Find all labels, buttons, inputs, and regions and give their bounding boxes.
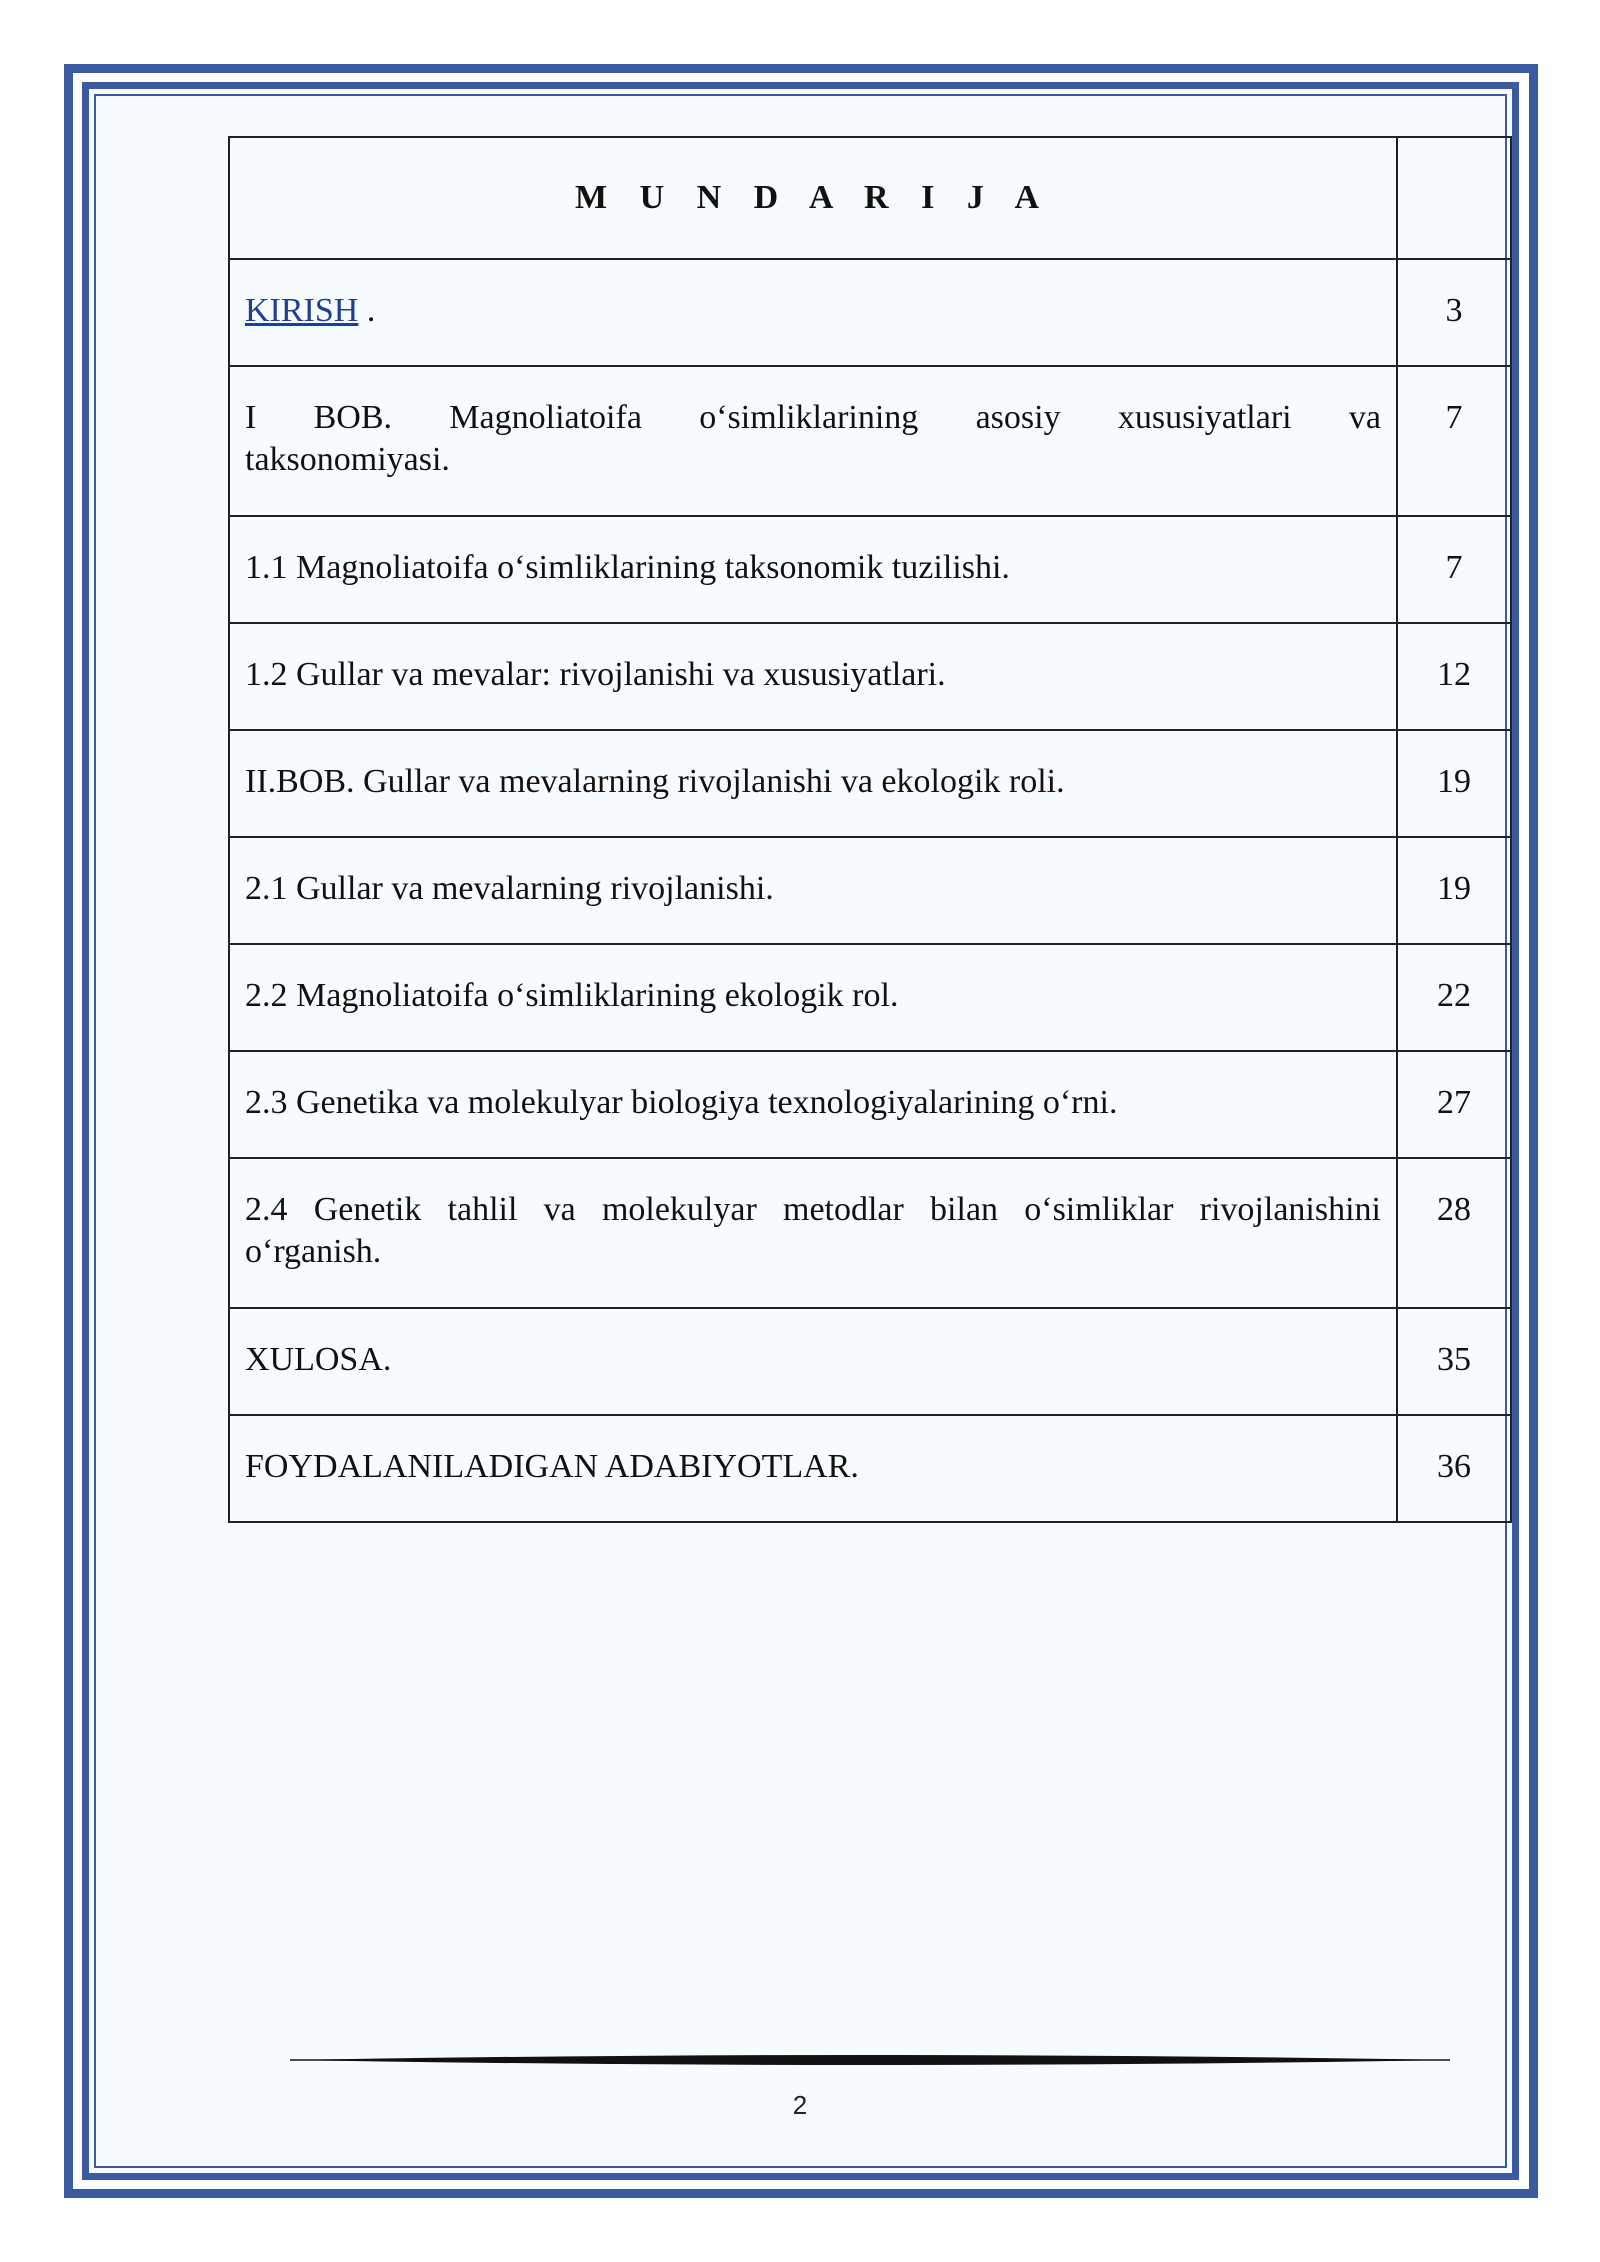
toc-entry-2-4 <box>229 1158 1397 1308</box>
kirish-suffix: . <box>358 292 376 329</box>
toc-entry-line: o‘rganish. <box>245 1233 382 1270</box>
toc-title: M U N D A R I J A <box>229 137 1397 259</box>
toc-page-number: 7 <box>1397 516 1511 623</box>
toc-entry-references: FOYDALANILADIGAN ADABIYOTLAR. <box>229 1415 1397 1522</box>
toc-page-number: 27 <box>1397 1051 1511 1158</box>
kirish-link[interactable]: KIRISH <box>245 292 359 329</box>
toc-entry-chapter-2: II.BOB. Gullar va mevalarning rivojlanishi va ekologik roli. <box>229 730 1397 837</box>
toc-entry-1-1: 1.1 Magnoliatoifa o‘simliklarining taksonomik tuzilishi. <box>229 516 1397 623</box>
toc-page-number: 28 <box>1397 1158 1511 1308</box>
table-of-contents <box>228 136 1512 1523</box>
toc-row <box>229 944 1511 1051</box>
toc-row <box>229 1308 1511 1415</box>
toc-entry-chapter-1 <box>229 366 1397 516</box>
toc-entry-kirish <box>229 259 1397 366</box>
toc-page-number: 7 <box>1397 366 1511 516</box>
toc-title-row <box>229 137 1511 259</box>
toc-entry-2-1: 2.1 Gullar va mevalarning rivojlanishi. <box>229 837 1397 944</box>
toc-entry-xulosa: XULOSA. <box>229 1308 1397 1415</box>
toc-entry-line: taksonomiyasi. <box>245 441 450 478</box>
page-number: 2 <box>792 2090 808 2120</box>
toc-entry-line: I BOB. Magnoliatoifa o‘simliklarining asosiy xususiyatlari va <box>245 399 1381 436</box>
toc-page-number: 12 <box>1397 623 1511 730</box>
toc-page-number: 3 <box>1397 259 1511 366</box>
toc-row <box>229 837 1511 944</box>
toc-entry-1-2: 1.2 Gullar va mevalar: rivojlanishi va xususiyatlari. <box>229 623 1397 730</box>
toc-row <box>229 1158 1511 1308</box>
toc-title-page-cell <box>1397 137 1511 259</box>
toc-entry-2-2: 2.2 Magnoliatoifa o‘simliklarining ekologik rol. <box>229 944 1397 1051</box>
toc-row <box>229 259 1511 366</box>
toc-row <box>229 366 1511 516</box>
footer-divider <box>290 2052 1450 2068</box>
toc-page-number: 36 <box>1397 1415 1511 1522</box>
toc-page-number: 19 <box>1397 837 1511 944</box>
toc-entry-2-3: 2.3 Genetika va molekulyar biologiya texnologiyalarining o‘rni. <box>229 1051 1397 1158</box>
toc-row <box>229 516 1511 623</box>
toc-row <box>229 623 1511 730</box>
toc-page-number: 19 <box>1397 730 1511 837</box>
toc-page-number: 35 <box>1397 1308 1511 1415</box>
toc-page-number: 22 <box>1397 944 1511 1051</box>
toc-entry-line: 2.4 Genetik tahlil va molekulyar metodlar bilan o‘simliklar rivojlanishini <box>245 1191 1381 1228</box>
toc-row <box>229 1051 1511 1158</box>
toc-row <box>229 1415 1511 1522</box>
toc-row <box>229 730 1511 837</box>
